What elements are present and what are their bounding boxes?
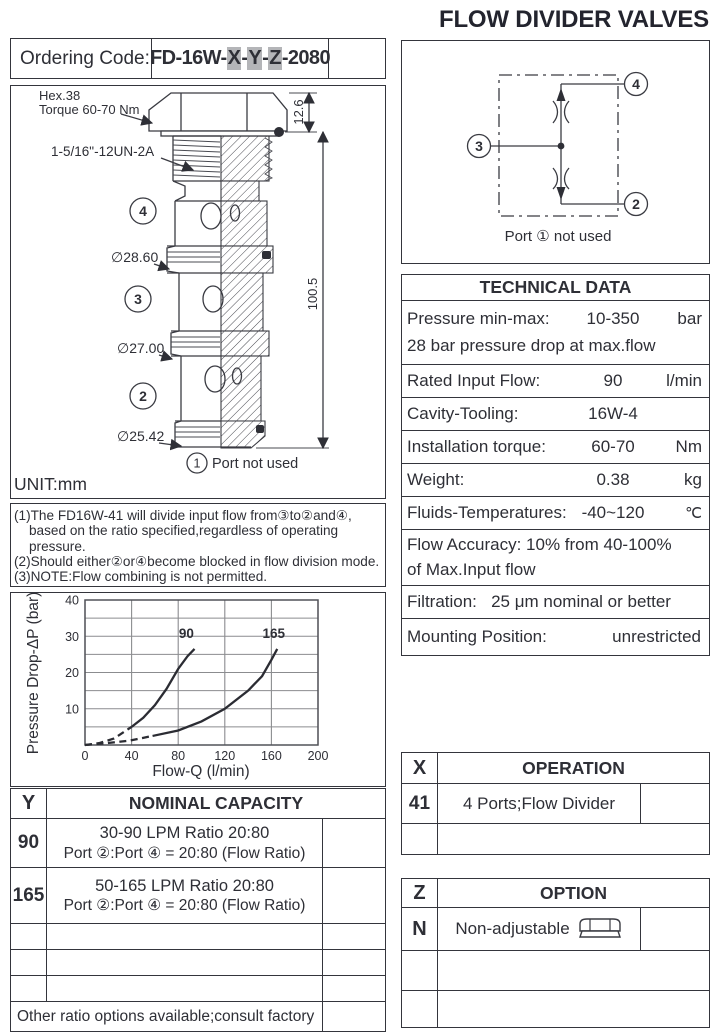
schematic-port-4: 4 bbox=[632, 76, 640, 92]
empty-key-cell bbox=[11, 950, 47, 975]
hydraulic-schematic bbox=[402, 41, 707, 261]
capacity-165-line2: Port ②:Port ④ = 20:80 (Flow Ratio) bbox=[63, 897, 306, 915]
weight-unit: kg bbox=[684, 470, 702, 489]
cavity-label: Cavity-Tooling: bbox=[407, 404, 519, 423]
fluids-temp-unit: ℃ bbox=[685, 505, 702, 522]
capacity-165-empty-cell bbox=[323, 868, 385, 923]
capacity-empty-row bbox=[11, 950, 385, 976]
mounting-label: Mounting Position: bbox=[407, 627, 547, 646]
note-line-5: (3)NOTE:Flow combining is not permitted. bbox=[14, 569, 268, 585]
thread-note: 1-5/16"-12UN-2A bbox=[51, 144, 155, 159]
dia-25-42-label: ∅25.42 bbox=[117, 428, 165, 444]
flow-accuracy-line2: of Max.Input flow bbox=[407, 560, 536, 579]
empty-key-cell bbox=[11, 976, 47, 1001]
filtration-text: Filtration: 25 μm nominal or better bbox=[407, 592, 671, 611]
operation-table bbox=[401, 752, 710, 855]
schematic-port-3: 3 bbox=[475, 138, 483, 154]
page-title: FLOW DIVIDER VALVES bbox=[439, 6, 709, 33]
curve-label-165: 165 bbox=[262, 626, 285, 642]
operation-41-key: 41 bbox=[402, 784, 438, 823]
torque-value: 60-70 bbox=[591, 437, 635, 456]
empty-key-cell bbox=[11, 924, 47, 949]
cavity-unit bbox=[657, 398, 709, 430]
ordering-code-z: Z bbox=[269, 47, 281, 69]
footer-end-cell bbox=[323, 1002, 385, 1031]
dia-28-60-label: ∅28.60 bbox=[111, 249, 159, 265]
empty-end-cell bbox=[323, 950, 385, 975]
option-n-empty-cell bbox=[641, 908, 709, 950]
rated-flow-row bbox=[402, 365, 709, 398]
ordering-sep2: - bbox=[262, 47, 269, 69]
weight-row bbox=[402, 464, 709, 497]
capacity-row-90 bbox=[11, 819, 385, 868]
fluids-temp-value: -40~120 bbox=[581, 503, 645, 522]
empty-mid-cell bbox=[47, 924, 323, 949]
hydraulic-schematic-box bbox=[401, 40, 710, 264]
chart-tick-labels bbox=[65, 594, 328, 764]
curve-label-90: 90 bbox=[178, 626, 194, 642]
port-3-balloon: 3 bbox=[134, 291, 142, 307]
schematic-port-2: 2 bbox=[632, 196, 640, 212]
ordering-code-suffix: -2080 bbox=[281, 47, 330, 69]
valve-cross-section-drawing bbox=[11, 86, 383, 496]
pressure-unit: bar bbox=[677, 308, 702, 328]
schematic-note: Port ① not used bbox=[504, 228, 612, 245]
capacity-90-key: 90 bbox=[11, 819, 47, 867]
empty-mid-cell bbox=[47, 950, 323, 975]
empty-key-cell bbox=[402, 824, 438, 854]
capacity-90-empty-cell bbox=[323, 819, 385, 867]
pressure-extra: 28 bar pressure drop at max.flow bbox=[407, 336, 656, 356]
operation-col-key: X bbox=[402, 753, 438, 783]
schematic-port-balloons bbox=[468, 73, 648, 216]
option-n-label: Non-adjustable bbox=[455, 919, 570, 938]
dimension-12-6 bbox=[285, 93, 317, 132]
chart-gridlines bbox=[85, 600, 318, 745]
valve-section-hatching bbox=[221, 93, 287, 448]
ordering-code-value bbox=[152, 39, 329, 78]
cavity-row bbox=[402, 398, 709, 431]
svg-text:40: 40 bbox=[65, 593, 79, 608]
capacity-165-key: 165 bbox=[11, 868, 47, 923]
capacity-header-row bbox=[11, 789, 385, 819]
option-n-label-cell bbox=[438, 908, 641, 950]
option-empty-row bbox=[402, 951, 709, 991]
capacity-row-165 bbox=[11, 868, 385, 924]
port-2-balloon: 2 bbox=[139, 388, 147, 404]
empty-mid-cell bbox=[438, 824, 709, 854]
capacity-col-key: Y bbox=[11, 789, 47, 818]
ordering-code-x: X bbox=[227, 47, 241, 69]
svg-text:0: 0 bbox=[81, 749, 89, 763]
svg-text:80: 80 bbox=[171, 749, 186, 763]
empty-end-cell bbox=[323, 976, 385, 1001]
capacity-165-line1: 50-165 LPM Ratio 20:80 bbox=[95, 876, 274, 895]
torque-unit: Nm bbox=[675, 437, 702, 456]
svg-text:120: 120 bbox=[214, 749, 236, 763]
option-row-n bbox=[402, 908, 709, 951]
dim-100-5-label: 100.5 bbox=[305, 277, 320, 311]
weight-value: 0.38 bbox=[596, 470, 630, 489]
hex-note-line1: Hex.38 bbox=[39, 88, 81, 103]
option-n-key: N bbox=[402, 908, 438, 950]
dim-12-6-label: 12.6 bbox=[291, 99, 306, 125]
ordering-code-y: Y bbox=[248, 47, 262, 69]
hex-plug-icon bbox=[577, 916, 623, 942]
svg-text:40: 40 bbox=[124, 749, 139, 763]
ordering-code-empty-cell bbox=[329, 39, 385, 78]
capacity-165-desc bbox=[47, 868, 323, 923]
junction-dot bbox=[558, 143, 565, 150]
mounting-row bbox=[402, 619, 709, 655]
technical-data-title: TECHNICAL DATA bbox=[402, 275, 709, 301]
rated-flow-label: Rated Input Flow: bbox=[407, 371, 541, 390]
note-line-2: based on the ratio specified,regardless of operating bbox=[29, 523, 339, 539]
operation-header-row bbox=[402, 753, 709, 784]
fluids-temp-label: Fluids-Temperatures: bbox=[407, 503, 567, 522]
option-table bbox=[401, 878, 710, 1028]
nominal-capacity-table bbox=[10, 788, 386, 1032]
option-empty-row bbox=[402, 991, 709, 1027]
mounting-value: unrestricted bbox=[612, 627, 701, 646]
dia-25-42-leader bbox=[159, 443, 181, 446]
rated-flow-value: 90 bbox=[603, 371, 623, 390]
svg-text:200: 200 bbox=[307, 749, 329, 763]
pressure-label: Pressure min-max: bbox=[407, 308, 550, 328]
empty-mid-cell bbox=[438, 991, 709, 1027]
unit-note: UNIT:mm bbox=[14, 474, 87, 494]
empty-end-cell bbox=[323, 924, 385, 949]
operation-title: OPERATION bbox=[522, 757, 625, 778]
capacity-footer-note: Other ratio options available;consult factory bbox=[11, 1002, 323, 1031]
option-title: OPTION bbox=[539, 882, 608, 903]
ordering-code-box bbox=[10, 38, 386, 79]
torque-label: Installation torque: bbox=[407, 437, 546, 456]
note-line-3: pressure. bbox=[29, 538, 86, 554]
port-1-balloon: 1 bbox=[193, 456, 201, 471]
valve-drawing-box bbox=[10, 85, 386, 499]
empty-mid-cell bbox=[47, 976, 323, 1001]
capacity-90-desc bbox=[47, 819, 323, 867]
pressure-value: 10-350 bbox=[586, 308, 640, 328]
svg-text:10: 10 bbox=[65, 702, 79, 717]
capacity-footer-row bbox=[11, 1002, 385, 1031]
empty-key-cell bbox=[402, 991, 438, 1027]
empty-mid-cell bbox=[438, 951, 709, 990]
thread-lines bbox=[173, 140, 220, 177]
cavity-value: 16W-4 bbox=[588, 404, 638, 423]
pressure-drop-flow-chart bbox=[11, 593, 383, 784]
dia-27-00-label: ∅27.00 bbox=[117, 340, 165, 356]
capacity-90-line1: 30-90 LPM Ratio 20:80 bbox=[99, 824, 270, 842]
technical-data-table bbox=[401, 274, 710, 656]
weight-label: Weight: bbox=[407, 470, 465, 489]
rated-flow-unit: l/min bbox=[666, 371, 702, 390]
pressure-row bbox=[402, 301, 709, 365]
operation-row-41 bbox=[402, 784, 709, 824]
flow-accuracy-line1: Flow Accuracy: 10% from 40-100% bbox=[407, 535, 672, 554]
option-header-row bbox=[402, 879, 709, 908]
dia-27-00-leader bbox=[159, 355, 172, 359]
torque-row bbox=[402, 431, 709, 464]
svg-text:160: 160 bbox=[260, 749, 282, 763]
option-col-key: Z bbox=[402, 879, 438, 907]
schematic-flow-lines bbox=[491, 84, 624, 204]
land-groove-lines bbox=[167, 252, 220, 437]
operation-41-label: 4 Ports;Flow Divider bbox=[438, 784, 641, 823]
note-line-4: (2)Should either②or④become blocked in flow division mode. bbox=[14, 554, 380, 570]
flow-accuracy-row bbox=[402, 530, 709, 586]
filtration-row bbox=[402, 586, 709, 619]
empty-key-cell bbox=[402, 951, 438, 990]
capacity-empty-row bbox=[11, 924, 385, 950]
svg-text:20: 20 bbox=[65, 666, 79, 680]
operation-empty-row bbox=[402, 824, 709, 854]
port1-note: Port not used bbox=[212, 456, 299, 472]
chart-x-axis-label: Flow-Q (l/min) bbox=[152, 763, 250, 780]
ordering-code-label: Ordering Code: bbox=[11, 39, 152, 78]
chart-y-axis-label: Pressure Drop-ΔP (bar) bbox=[25, 593, 42, 755]
application-notes-box bbox=[10, 503, 386, 587]
pressure-drop-chart-box bbox=[10, 592, 386, 787]
operation-41-empty-cell bbox=[641, 784, 709, 823]
capacity-title: NOMINAL CAPACITY bbox=[128, 793, 304, 813]
hex-note-line2: Torque 60-70 Nm bbox=[39, 102, 140, 117]
capacity-empty-row bbox=[11, 976, 385, 1002]
ordering-code-prefix: FD-16W- bbox=[150, 47, 227, 69]
note-line-1: (1)The FD16W-41 will divide input flow from③to②and④, bbox=[14, 508, 352, 523]
fluids-temp-row bbox=[402, 497, 709, 530]
ordering-sep1: - bbox=[241, 47, 248, 69]
port-4-balloon: 4 bbox=[139, 203, 147, 219]
capacity-90-line2: Port ②:Port ④ = 20:80 (Flow Ratio) bbox=[63, 844, 306, 862]
svg-text:30: 30 bbox=[65, 629, 79, 644]
